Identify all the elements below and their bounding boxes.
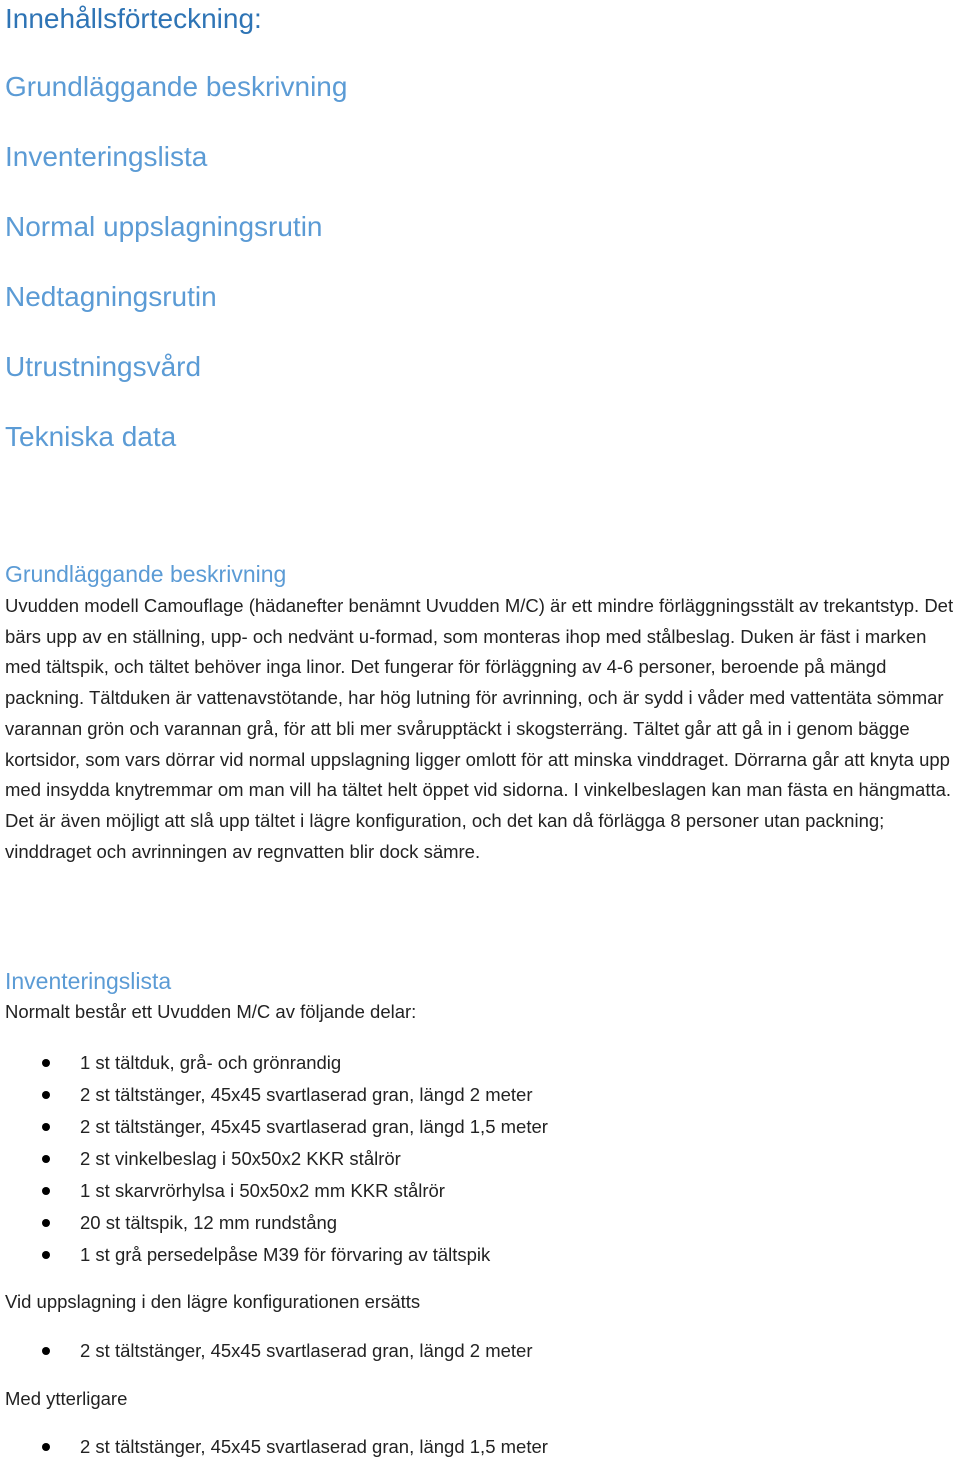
toc-item-utrustningsvard[interactable]: Utrustningsvård (5, 351, 202, 382)
section-heading-inventory: Inventeringslista (5, 968, 172, 994)
inventory-intro: Normalt består ett Uvudden M/C av följande delar: (5, 1001, 417, 1022)
list-item-text: 2 st tältstänger, 45x45 svartlaserad gran, längd 2 meter (80, 1084, 533, 1105)
bullet-icon (42, 1091, 50, 1099)
description-paragraph: Uvudden modell Camouflage (hädanefter benämnt Uvudden M/C) är ett mindre förläggningsstält av trekantstyp. Det bärs upp av en ställning, upp- och nedvänt u-formad, som monteras ihop med stålbeslag. Duken är fäst i marken med tältspik, och tältet behöver inga linor. Det fungerar för förläggning av 4-6 personer, beroende på mängd packning. Tältduken är vattenavstötande, har hög lutning för avrinning, och är sydd i våder med vattentäta sömmar varannan grön och varannan grå, för att bli mer svårupptäckt i skogsterräng. Tältet går att gå in i genom bägge kortsidor, som vars dörrar vid normal uppslagning ligger omlott för att minska vinddraget. Dörrarna går att knyta upp med insydda knytremmar om man vill ha tältet helt öppet vid sidorna. I vinkelbeslagen kan man fästa en hängmatta. Det är även möjligt att slå upp tältet i lägre konfiguration, och det kan då förlägga 8 personer utan packning; vinddraget och avrinningen av regnvatten blir dock sämre. (5, 595, 954, 862)
bullet-icon (42, 1219, 50, 1227)
replace-list (0, 1335, 532, 1367)
list-item (0, 1335, 532, 1367)
list-item (0, 1175, 548, 1207)
list-item-text: 2 st vinkelbeslag i 50x50x2 KKR stålrör (80, 1148, 401, 1169)
list-item-text: 1 st skarvrörhylsa i 50x50x2 mm KKR stålrör (80, 1180, 445, 1201)
bullet-icon (42, 1251, 50, 1259)
additional-text: Med ytterligare (5, 1388, 128, 1409)
bullet-icon (42, 1443, 50, 1451)
list-item (0, 1239, 548, 1271)
toc-item-nedtagningsrutin[interactable]: Nedtagningsrutin (5, 281, 217, 312)
bullet-icon (42, 1059, 50, 1067)
list-item (0, 1431, 548, 1463)
additional-list (0, 1431, 548, 1463)
list-item-text: 2 st tältstänger, 45x45 svartlaserad gran, längd 1,5 meter (80, 1436, 548, 1457)
list-item (0, 1047, 548, 1079)
list-item-text: 2 st tältstänger, 45x45 svartlaserad gran, längd 2 meter (80, 1340, 533, 1361)
list-item-text: 2 st tältstänger, 45x45 svartlaserad gran, längd 1,5 meter (80, 1116, 548, 1137)
toc-item-grundlaggande-beskrivning[interactable]: Grundläggande beskrivning (5, 71, 348, 102)
bullet-icon (42, 1347, 50, 1355)
inventory-list (0, 1047, 548, 1271)
toc-item-inventeringslista[interactable]: Inventeringslista (5, 141, 208, 172)
list-item (0, 1079, 548, 1111)
toc-item-tekniska-data[interactable]: Tekniska data (5, 421, 177, 452)
list-item (0, 1111, 548, 1143)
bullet-icon (42, 1187, 50, 1195)
list-item-text: 20 st tältspik, 12 mm rundstång (80, 1212, 338, 1233)
lower-config-text: Vid uppslagning i den lägre konfigurationen ersätts (5, 1291, 421, 1312)
toc-title: Innehållsförteckning: (5, 3, 262, 34)
bullet-icon (42, 1155, 50, 1163)
list-item (0, 1143, 548, 1175)
list-item-text: 1 st grå persedelpåse M39 för förvaring av tältspik (80, 1244, 491, 1265)
list-item (0, 1207, 548, 1239)
bullet-icon (42, 1123, 50, 1131)
toc-item-normal-uppslagningsrutin[interactable]: Normal uppslagningsrutin (5, 211, 323, 242)
section-heading-description: Grundläggande beskrivning (5, 561, 287, 587)
list-item-text: 1 st tältduk, grå- och grönrandig (80, 1052, 342, 1073)
